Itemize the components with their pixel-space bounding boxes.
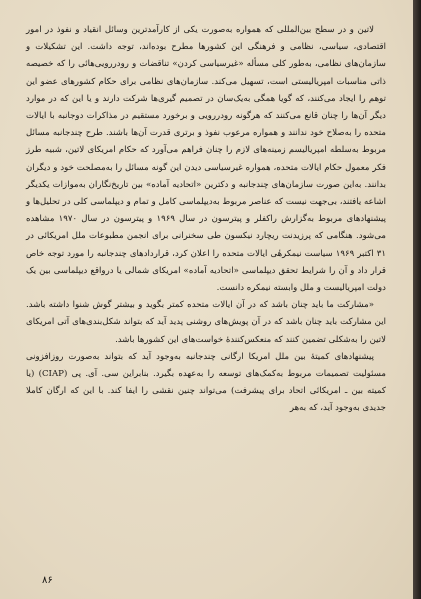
page-body-text <box>26 22 386 418</box>
paragraph-3: پیشنهادهای کمیتهٔ بین ملل امریکا ارگانی چندجانبه به‌وجود آید که بتواند به‌صورت روزافزونی مسئولیت تصمیمات مربوط به‌کمک‌های توسعه را به‌عهده بگیرد. بنابراین سی. آی. پی (CIAP) (یا کمیته بین ـ امریکائی اتحاد برای پیشرفت) می‌تواند چنین نقشی را ایفا کند. با این که ارگان کاملا جدیدی به‌وجود آید، که به‌هر <box>26 351 386 414</box>
page-edge-shadow <box>413 0 421 599</box>
page-number: ۸۶ <box>42 575 53 586</box>
paragraph-2: «مشارکت ما باید چنان باشد که در آن ایالات متحده کمتر بگوید و بیشتر گوش شنوا داشته باشد. این مشارکت باید چنان باشد که در آن پویش‌های روشنی پدید آید که بتواند شکل‌بندی‌های آتی امریکای لاتین را به‌شکلی تضمین کنند که منعکس‌کنندهٔ خواست‌های این کشورها باشد. <box>26 300 386 345</box>
paragraph-1: لاتین و در سطح بین‌المللی که همواره به‌صورت یکی از کارآمدترین وسائل انقیاد و نفوذ در امور اقتصادی، سیاسی، نظامی و فرهنگی این کشورها مطرح بوده‌اند، توجه داشت. این تشکیلات و سازمان‌های نظامی، به‌طور کلی مسأله «غیرسیاسی کردن» تناقضات و رودررویی‌هائی را که خصیصه ذاتی مناسبات امپریالیستی است، تسهیل می‌کند. سازمان‌های نظامی برای حکام کشورهای عضو این توهم را ایجاد می‌کنند، که گویا همگی به‌یک‌سان در تصمیم گیری‌ها شرکت دارند و یا این که در موارد دیگر آن‌ها را چنان قانع می‌کنند که هرگونه رودررویی و برخورد مستقیم در مذاکرات دوجانبه با ایالات متحده را به‌صلاح خود ندانند و همواره مرعوب نفوذ و برتری قدرت آن‌ها باشند. طرح چندجانبه مسائل مربوط به‌سلطه امپریالیسم زمینه‌های لازم را چنان فراهم می‌آورد که حکام امریکای لاتین، شبیه طرز فکر معمول حکام ایالات متحده، همواره غیرسیاسی دیدن این گونه مسائل را به‌مصلحت خود و دیگران بدانند. به‌این صورت سازمان‌های چندجانبه و دکترین «اتحادیه آماده» بین تاریخ‌نگاران به‌موازات یکدیگر اشاعه یافتند، بی‌جهت نیست که عناصر مربوط به‌دیپلماسی کامل و تمام و دیپلماسی کلی در تحلیل‌ها و پیشنهادهای مربوط به‌گزارش راکفلر و پیترسون در سال ۱۹۶۹ و پیترسون در سال ۱۹۷۰ مشاهده می‌شود. هنگامی که پرزیدنت ریچارد نیکسون طی سخنرانی برای انجمن مطبوعات ملل امریکائی در ۳۱ اکتبر ۱۹۶۹ سیاست نیمکرهٔی ایالات متحده را اعلان کرد، قراردادهای چندجانبه را مورد توجه خاص قرار داد و آن را شرایط تحقق دیپلماسی «اتحادیه آماده» امریکای شمالی یا درواقع دیپلماسی بین یک دولت امپریالیست و ملل وابسته نیمکره دانست. <box>26 25 387 294</box>
